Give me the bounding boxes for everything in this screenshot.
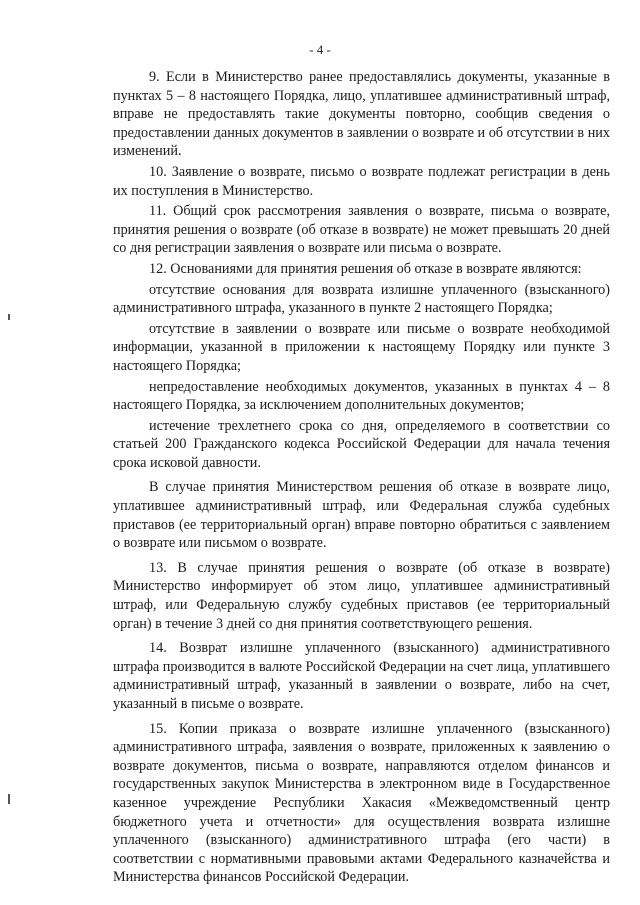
binding-mark-bottom [8, 794, 10, 804]
document-body [113, 68, 610, 887]
paragraph-14: 14. Возврат излишне уплаченного (взысканного) административного штрафа производится в валюте Российской Федерации на счет лица, уплатившего административный штраф, указанный в заявлении о возврате, либо на счет, указанный в письме о возврате. [113, 640, 610, 712]
page-number: - 4 - [309, 42, 331, 57]
binding-mark-top [8, 314, 10, 320]
refusal-ground-4: истечение трехлетнего срока со дня, определяемого в соответствии со статьей 200 Гражданского кодекса Российской Федерации для начала течения срока исковой давности. [113, 417, 610, 471]
refusal-ground-1: отсутствие основания для возврата излишне уплаченного (взысканного) административного штрафа, указанного в пункте 2 настоящего Порядка; [113, 281, 610, 317]
repeat-application-paragraph: В случае принятия Министерством решения об отказе в возврате лицо, уплатившее административный штраф, или Федеральная служба судебных приставов (ее территориальный орган) вправе повторно обратиться с заявлением о возврате или письмом о возврате. [113, 479, 610, 552]
paragraph-12: 12. Основаниями для принятия решения об отказе в возврате являются: [149, 260, 582, 277]
refusal-ground-2: отсутствие в заявлении о возврате или письме о возврате необходимой информации, указанной в приложении к настоящему Порядку или пункте 3 настоящего Порядка; [113, 320, 610, 374]
paragraph-10: 10. Заявление о возврате, письмо о возврате подлежат регистрации в день их поступления в Министерство. [113, 163, 610, 199]
refusal-ground-3: непредоставление необходимых документов, указанных в пунктах 4 – 8 настоящего Порядка, за исключением дополнительных документов; [113, 378, 610, 414]
paragraph-13: 13. В случае принятия решения о возврате (об отказе в возврате) Министерство информирует об этом лицо, уплатившее административный штраф, или Федеральную службу судебных приставов (ее территориальный орган) в течение 3 дней со дня принятия соответствующего решения. [113, 559, 610, 632]
paragraph-15: 15. Копии приказа о возврате излишне уплаченного (взысканного) административного штрафа, заявления о возврате, приложенных к заявлению о возврате документов, письма о возврате, направляются отделом финансов и государственных закупок Министерства в электронном виде в Государственное казенное учреждение Республики Хакасия «Межведомственный центр бюджетного учета и отчетности» для осуществления возврата излишне уплаченного (взысканного) административного штрафа (его части) в соответствии с нормативными правовыми актами Федерального казначейства и Министерства финансов Российской Федерации. [113, 720, 610, 886]
paragraph-11: 11. Общий срок рассмотрения заявления о возврате, письма о возврате, принятия решения о возврате (об отказе в возврате) не может превышать 20 дней со дня регистрации заявления о возврате или письма о возврате. [113, 203, 610, 257]
paragraph-9: 9. Если в Министерство ранее предоставлялись документы, указанные в пунктах 5 – 8 настоящего Порядка, лицо, уплатившее административный штраф, вправе не предоставлять такие документы повторно, сообщив сведения о предоставлении данных документов в заявлении о возврате и об отсутствии в них изменений. [113, 69, 610, 160]
